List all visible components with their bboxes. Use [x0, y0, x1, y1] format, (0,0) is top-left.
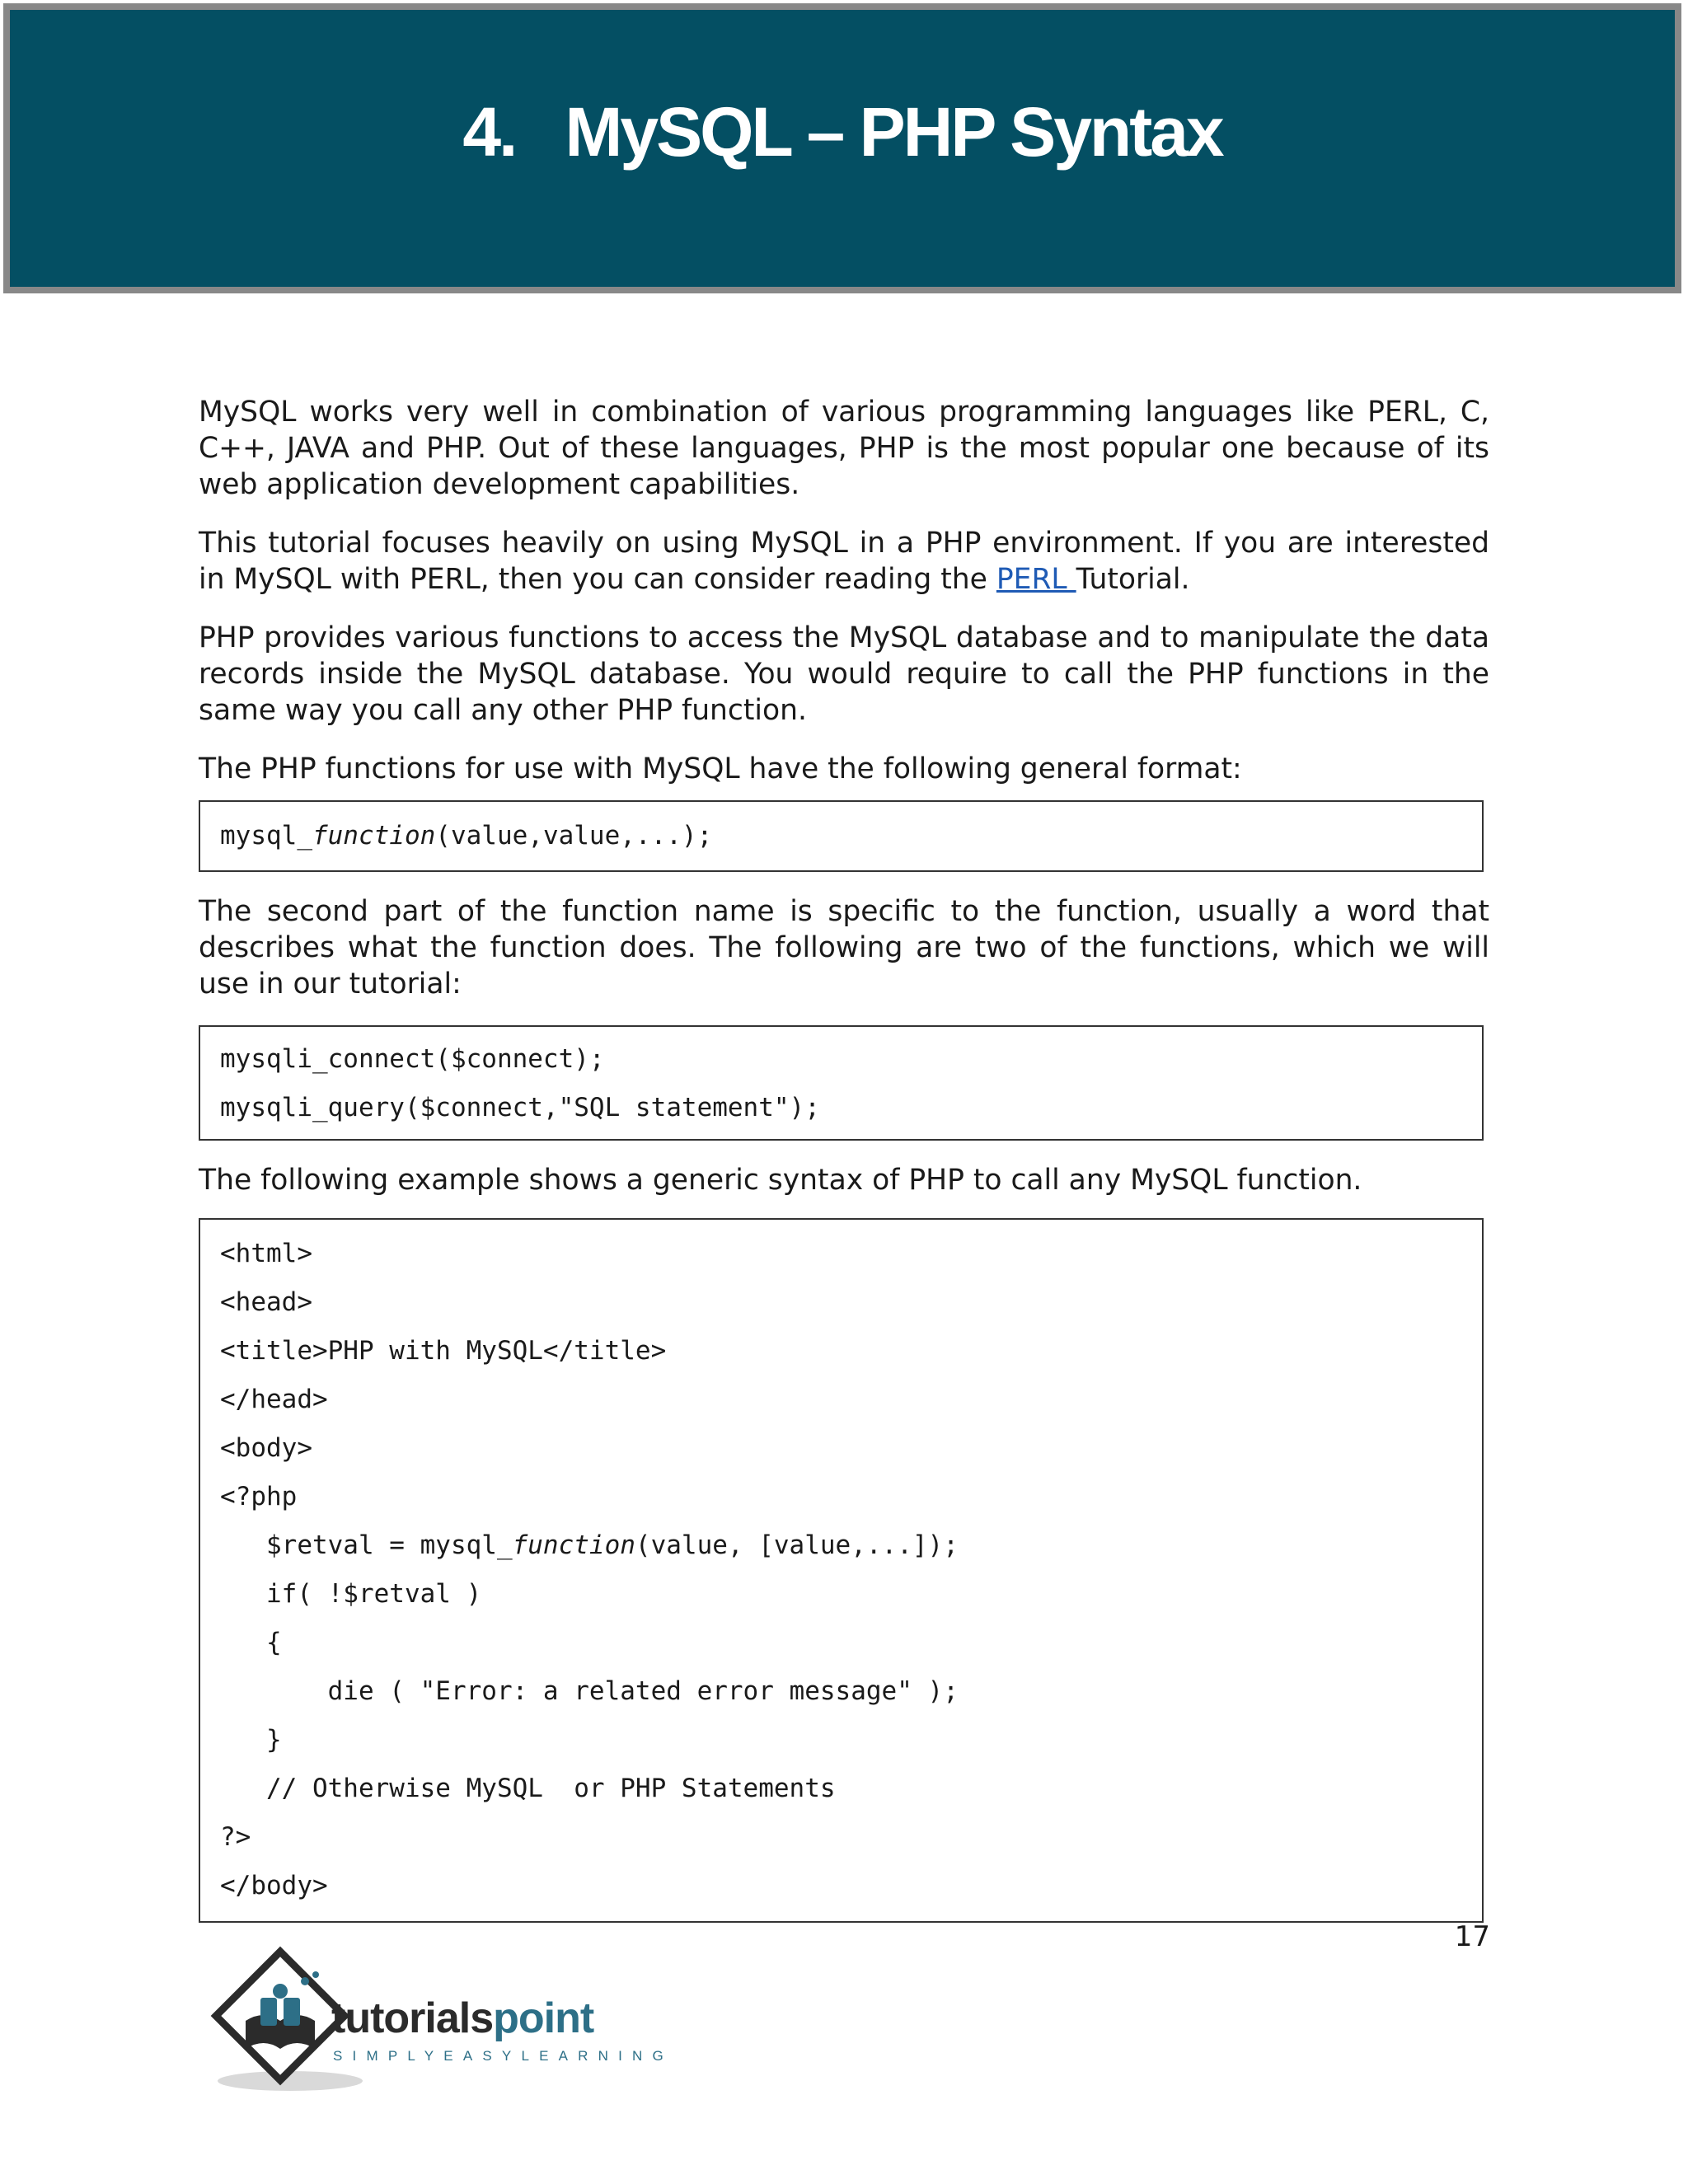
- logo-wordmark-tutorials: tutorials: [331, 1994, 494, 2042]
- paragraph-perl-text-before: This tutorial focuses heavily on using MySQL in a PHP environment. If you are interested in MySQL with PERL, then you can consider reading the: [199, 527, 1489, 596]
- code-line: if( !$retval ): [220, 1579, 482, 1609]
- chapter-title: [10, 91, 1675, 174]
- code-line: ?>: [220, 1822, 251, 1852]
- paragraph-php-functions: PHP provides various functions to access the MySQL database and to manipulate the data records inside the MySQL database. You would require to call the PHP functions in the same way you call any other PHP function.: [199, 621, 1489, 727]
- logo-wordmark: [331, 1994, 594, 2042]
- code-line: <head>: [220, 1287, 312, 1317]
- code-line: [220, 1521, 1482, 1570]
- perl-tutorial-link[interactable]: PERL: [996, 563, 1076, 596]
- code-token-italic: function: [512, 1530, 635, 1560]
- paragraph-intro: MySQL works very well in combination of various programming languages like PERL, C, C++, JAVA and PHP. Out of these languages, PHP is the most popular one because of its web application development capabilities.: [199, 396, 1489, 501]
- paragraph-perl-text-after: Tutorial.: [1076, 563, 1190, 596]
- code-token: mysql_: [220, 821, 312, 851]
- code-block-general-format: [199, 800, 1484, 872]
- chapter-title-text: MySQL – PHP Syntax: [565, 93, 1222, 171]
- paragraph-perl-reference: [199, 525, 1489, 598]
- code-line: [220, 812, 1482, 860]
- page-number: 17: [1454, 1920, 1490, 1953]
- code-token-italic: function: [312, 821, 436, 851]
- code-token: (value,value,...);: [435, 821, 713, 851]
- chapter-header-band: [3, 3, 1681, 293]
- code-line: die ( "Error: a related error message" );: [220, 1676, 959, 1706]
- code-line: <html>: [220, 1239, 312, 1268]
- logo-diamond: [216, 1952, 345, 2080]
- code-line: mysqli_query($connect,"SQL statement");: [220, 1093, 820, 1122]
- code-line: </head>: [220, 1385, 328, 1414]
- chapter-number: 4.: [462, 93, 516, 171]
- code-token: (value, [value,...]);: [635, 1530, 959, 1560]
- code-line: <body>: [220, 1433, 312, 1463]
- code-line: <title>PHP with MySQL</title>: [220, 1336, 667, 1366]
- logo-wordmark-point: point: [493, 1994, 594, 2042]
- paragraph-general-format: The PHP functions for use with MySQL have the following general format:: [199, 752, 1242, 785]
- code-line: // Otherwise MySQL or PHP Statements: [220, 1774, 836, 1803]
- code-block-example: [199, 1218, 1484, 1923]
- code-line: {: [220, 1628, 282, 1657]
- logo-tagline: SIMPLYEASYLEARNING: [333, 2048, 673, 2064]
- page-content: [199, 394, 1489, 1923]
- tutorialspoint-logo: [198, 1945, 676, 2093]
- paragraph-example-intro: The following example shows a generic syntax of PHP to call any MySQL function.: [199, 1164, 1362, 1197]
- code-line: <?php: [220, 1482, 298, 1511]
- code-block-functions: [199, 1025, 1484, 1141]
- paragraph-function-name: The second part of the function name is specific to the function, usually a word that describes what the function does. The following are two of the functions, which we will use in our tutorial:: [199, 895, 1489, 1001]
- code-line: </body>: [220, 1871, 328, 1900]
- code-line: }: [220, 1725, 282, 1755]
- code-token: $retval = mysql_: [220, 1530, 513, 1560]
- code-line: mysqli_connect($connect);: [220, 1044, 605, 1074]
